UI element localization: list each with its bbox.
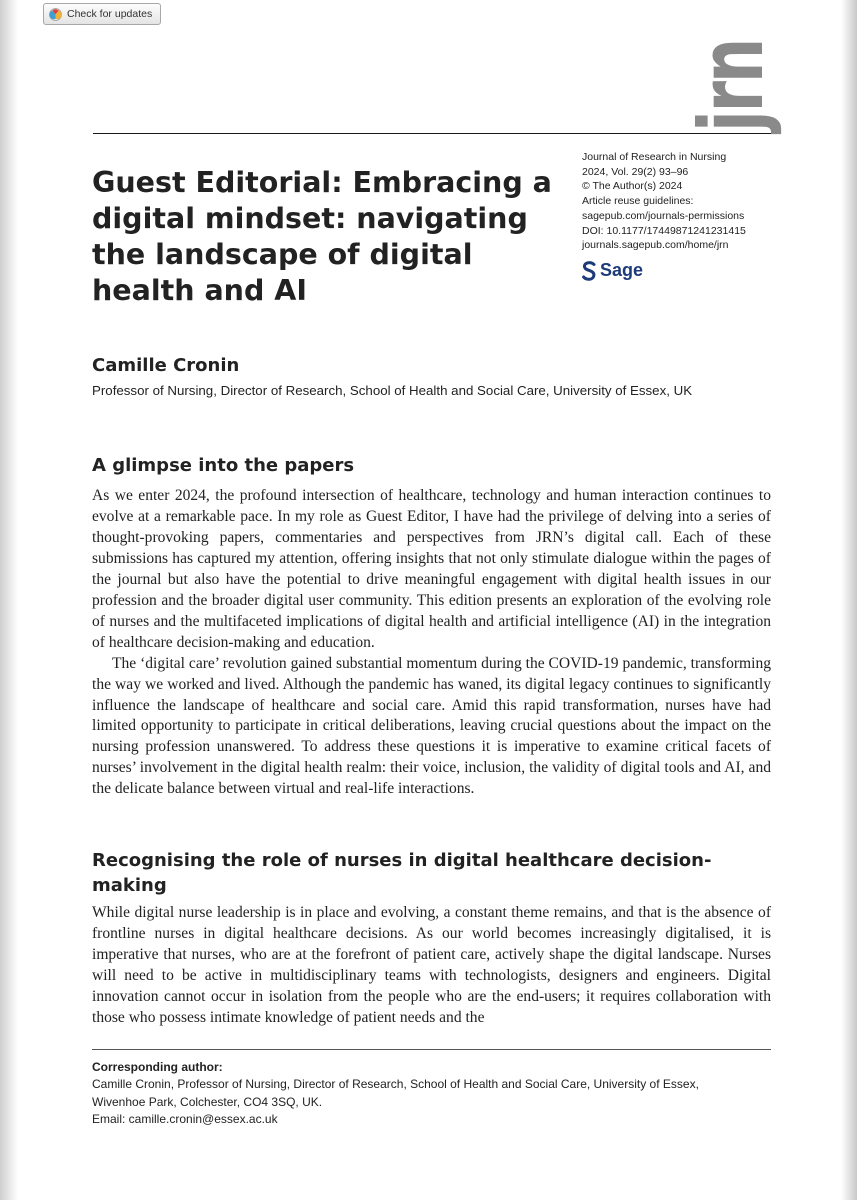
journal-name: Journal of Research in Nursing [582, 151, 727, 163]
journal-homepage-link[interactable]: journals.sagepub.com/home/jrn [582, 239, 729, 252]
header-rule [93, 133, 771, 134]
check-for-updates-label: Check for updates [67, 8, 153, 20]
corresponding-author-label: Corresponding author: [92, 1060, 223, 1074]
sage-publisher-logo [582, 260, 643, 281]
jrn-journal-logo [680, 4, 783, 142]
sage-s-icon [582, 261, 596, 281]
journal-metadata [582, 150, 772, 253]
corresponding-author-address: Wivenhoe Park, Colchester, CO4 3SQ, UK. [92, 1094, 323, 1109]
section-body-glimpse [92, 486, 771, 800]
crossmark-icon [49, 8, 62, 21]
corresponding-author-email[interactable]: Email: camille.cronin@essex.ac.uk [92, 1111, 278, 1126]
section-heading-glimpse: A glimpse into the papers [92, 455, 355, 476]
paragraph: As we enter 2024, the profound intersection of healthcare, technology and human interaction continues to evolve at a remarkable pace. In my role as Guest Editor, I have had the privilege of delving into a series of thought-provoking papers, commentaries and perspectives from JRN’s digital call. Each of these submissions has captured my attention, offering insights that not only stimulate dialogue within the pages of the journal but also have the potential to drive meaningful engagement with digital health issues in our profession and the broader digital user community. This edition presents an exploration of the evolving role of nurses and the multifaceted implications of digital health and artificial intelligence (AI) in the integration of healthcare decision-making and education. [92, 487, 771, 651]
author-affiliation: Professor of Nursing, Director of Research, School of Health and Social Care, University of Essex, UK [92, 383, 693, 398]
copyright: © The Author(s) 2024 [582, 180, 683, 193]
doi-link[interactable]: DOI: 10.1177/17449871241231415 [582, 224, 746, 237]
corresponding-author-footnote [92, 1059, 782, 1128]
paragraph: While digital nurse leadership is in place and evolving, a constant theme remains, and that is the absence of frontline nurses in digital healthcare decisions. As our world becomes increasingly digitalised, it is imperative that nurses, who are at the forefront of patient care, actively shape the digital landscape. Nurses will need to be active in multidisciplinary teams with technologists, designers and engineers. Digital innovation cannot occur in isolation from the people who are the end-users; it requires collaboration with those who possess intimate knowledge of patient needs and the [92, 904, 771, 1026]
footnote-rule [92, 1049, 771, 1050]
section-body-nurses-role [92, 903, 771, 1029]
sage-name: Sage [600, 260, 644, 280]
section-heading-nurses-role: Recognising the role of nurses in digital healthcare decision-making [92, 850, 712, 896]
paragraph: The ‘digital care’ revolution gained substantial momentum during the COVID-19 pandemic, transforming the way we worked and lived. Although the pandemic has waned, its digital legacy continues to significantly influence the landscape of healthcare and social care. Amid this rapid transformation, nurses have had limited opportunity to participate in critical deliberations, leaving crucial questions about the impact on the nursing profession unanswered. To address these questions it is imperative to examine critical facets of nurses’ involvement in the digital health realm: their voice, inclusion, the validity of digital tools and AI, and the delicate balance between virtual and real-life interactions. [92, 654, 771, 798]
check-for-updates-button[interactable] [43, 3, 161, 25]
article-title: Guest Editorial: Embracing a digital mindset: navigating the landscape of digital health and AI [92, 166, 552, 307]
permissions-link[interactable]: sagepub.com/journals-permissions [582, 209, 745, 222]
corresponding-author-line: Camille Cronin, Professor of Nursing, Director of Research, School of Health and Social Care, University of Essex, [92, 1077, 699, 1092]
author-name: Camille Cronin [92, 355, 240, 376]
page-edge-shadow-left [0, 0, 18, 1200]
journal-volume: 2024, Vol. 29(2) 93–96 [582, 165, 689, 178]
reuse-guidelines-label: Article reuse guidelines: [582, 195, 694, 208]
jrn-logo-text: jrn [680, 4, 783, 132]
page-edge-shadow-right [841, 0, 857, 1200]
